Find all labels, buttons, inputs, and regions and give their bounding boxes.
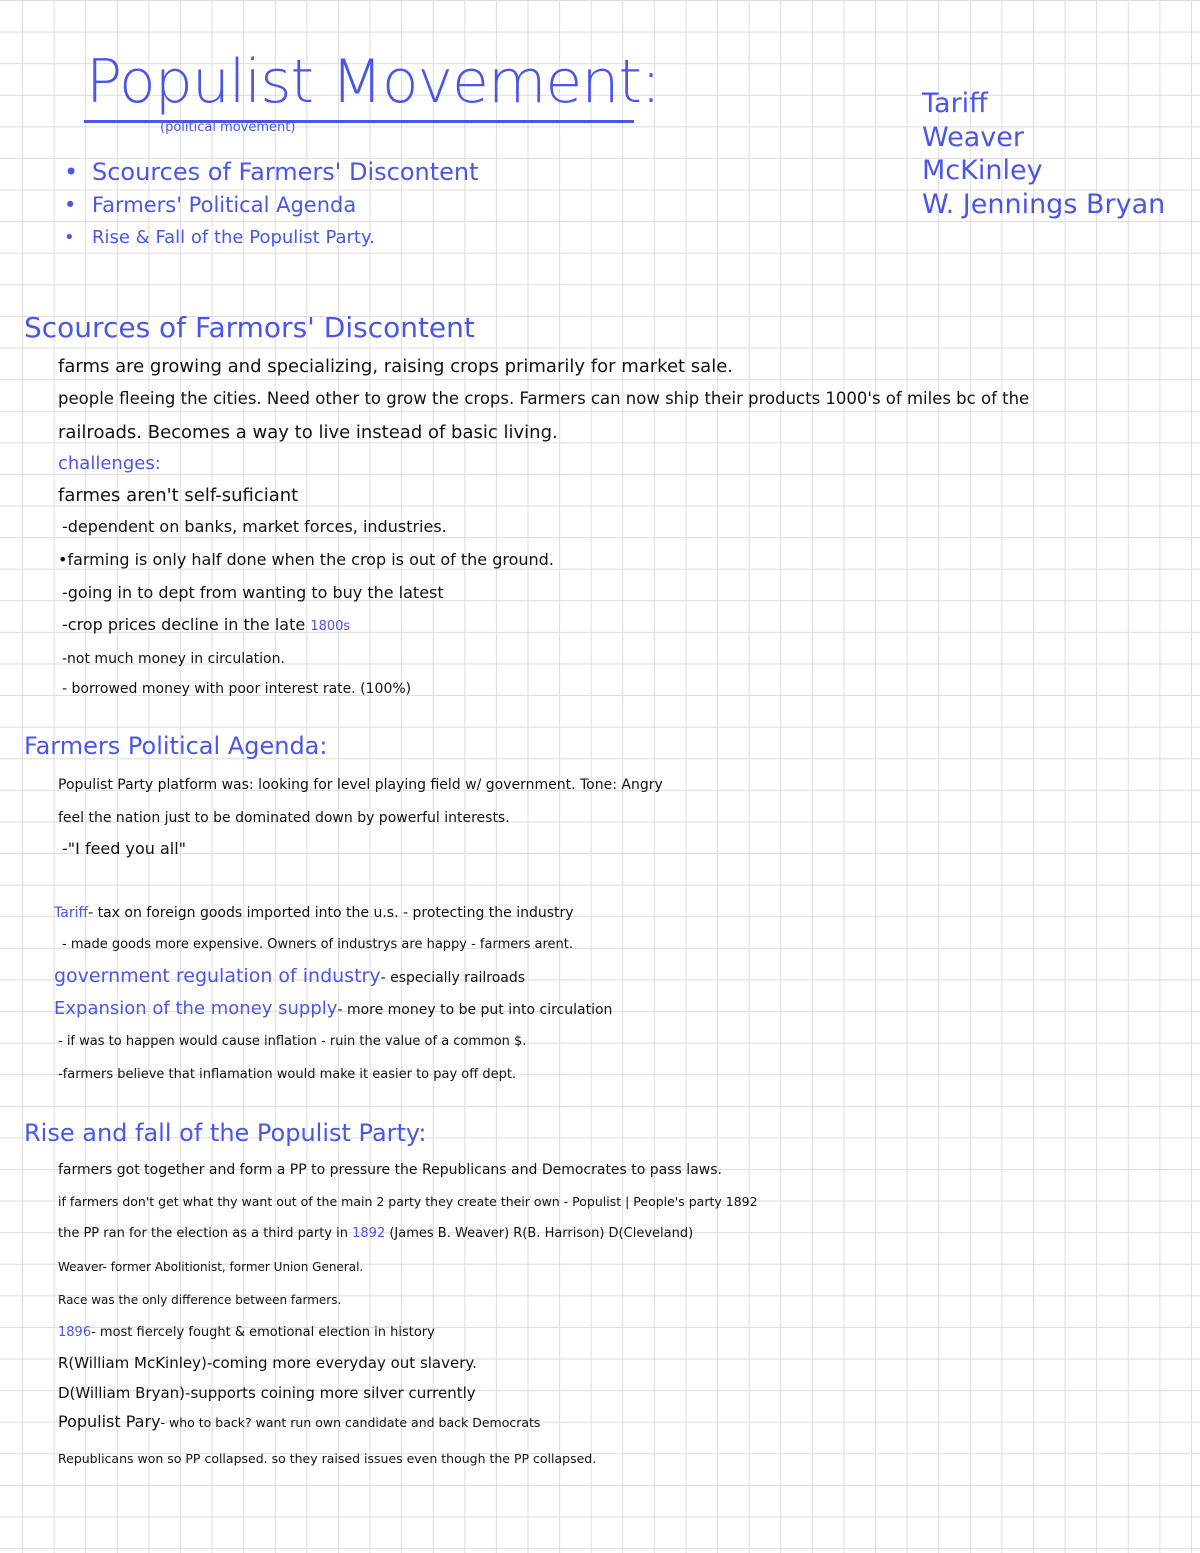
expansion-label: Expansion of the money supply: [54, 998, 338, 1019]
section-heading-agenda: Farmers Political Agenda:: [24, 732, 328, 760]
section-heading-rise-fall: Rise and fall of the Populist Party:: [24, 1119, 427, 1147]
note-line: railroads. Becomes a way to live instead of basic living.: [58, 422, 558, 443]
note-line: farmers got together and form a PP to pressure the Republicans and Democrates to pass laws.: [58, 1162, 722, 1178]
challenges-label: challenges:: [58, 453, 161, 474]
note-line: if farmers don't get what thy want out of the main 2 party they create their own - Populist | People's party 1892: [58, 1194, 758, 1209]
bullet-icon: •: [64, 158, 79, 186]
note-line: people fleeing the cities. Need other to grow the crops. Farmers can now ship their products 1000's of miles bc of the: [58, 389, 1030, 408]
decline-year: 1800s: [310, 619, 351, 634]
challenge-item: - borrowed money with poor interest rate. (100%): [62, 681, 412, 697]
regulation-label: government regulation of industry: [54, 965, 381, 987]
bullet-icon: •: [64, 193, 77, 217]
challenge-item: -not much money in circulation.: [62, 651, 285, 667]
side-list-item: McKinley: [922, 155, 1043, 186]
note-line: Republicans won so PP collapsed. so they raised issues even though the PP collapsed.: [58, 1451, 597, 1466]
challenge-item: -crop prices decline in the late 1800s: [62, 615, 351, 634]
note-line: Populist Party platform was: looking for level playing field w/ government. Tone: Angry: [58, 777, 663, 793]
side-list-item: Tariff: [922, 88, 988, 119]
outline-item: • Farmers' Political Agenda: [64, 193, 357, 217]
side-list-item: Weaver: [922, 122, 1024, 153]
note-line: farms are growing and specializing, raising crops primarily for market sale.: [58, 356, 734, 377]
election-year: 1892: [352, 1226, 386, 1241]
expansion-sub: - if was to happen would cause inflation - ruin the value of a common $.: [58, 1034, 527, 1049]
tariff-line: Tariff- tax on foreign goods imported into the u.s. - protecting the industry: [54, 905, 574, 921]
note-line: feel the nation just to be dominated down by powerful interests.: [58, 810, 510, 826]
populist-party-label: Populist Pary: [58, 1412, 161, 1431]
challenge-item: -going in to dept from wanting to buy the latest: [62, 583, 444, 602]
challenges-intro: farmes aren't self-suficiant: [58, 485, 299, 506]
expansion-sub: -farmers believe that inflamation would make it easier to pay off dept.: [58, 1067, 517, 1082]
note-line: Weaver- former Abolitionist, former Union General.: [58, 1260, 364, 1274]
bullet-icon: •: [64, 227, 75, 248]
tariff-sub: - made goods more expensive. Owners of industrys are happy - farmers arent.: [62, 937, 573, 952]
quote-line: -"I feed you all": [62, 839, 187, 858]
challenge-item: -dependent on banks, market forces, industries.: [62, 517, 447, 536]
section-heading-discontent: Scources of Farmors' Discontent: [24, 311, 475, 344]
outline-item: • Rise & Fall of the Populist Party.: [64, 227, 375, 248]
note-line: Populist Pary- who to back? want run own candidate and back Democrats: [58, 1412, 541, 1431]
side-list-item: W. Jennings Bryan: [922, 189, 1166, 220]
note-line: D(William Bryan)-supports coining more silver currently: [58, 1384, 476, 1402]
outline-item: • Scources of Farmers' Discontent: [64, 158, 479, 186]
expansion-line: Expansion of the money supply- more money to be put into circulation: [54, 998, 613, 1019]
note-line: R(William McKinley)-coming more everyday out slavery.: [58, 1354, 477, 1372]
election-year: 1896: [58, 1325, 92, 1340]
regulation-line: government regulation of industry- especially railroads: [54, 965, 526, 987]
page-title: Populist Movement:: [86, 47, 661, 117]
note-line: the PP ran for the election as a third party in 1892 (James B. Weaver) R(B. Harrison) D(Cleveland): [58, 1226, 694, 1241]
page-subtitle: (political movement): [160, 120, 296, 135]
note-line: 1896- most fiercely fought & emotional election in history: [58, 1325, 435, 1340]
note-line: Race was the only difference between farmers.: [58, 1293, 342, 1307]
challenge-item: •farming is only half done when the crop is out of the ground.: [58, 550, 554, 569]
tariff-label: Tariff: [54, 905, 89, 921]
